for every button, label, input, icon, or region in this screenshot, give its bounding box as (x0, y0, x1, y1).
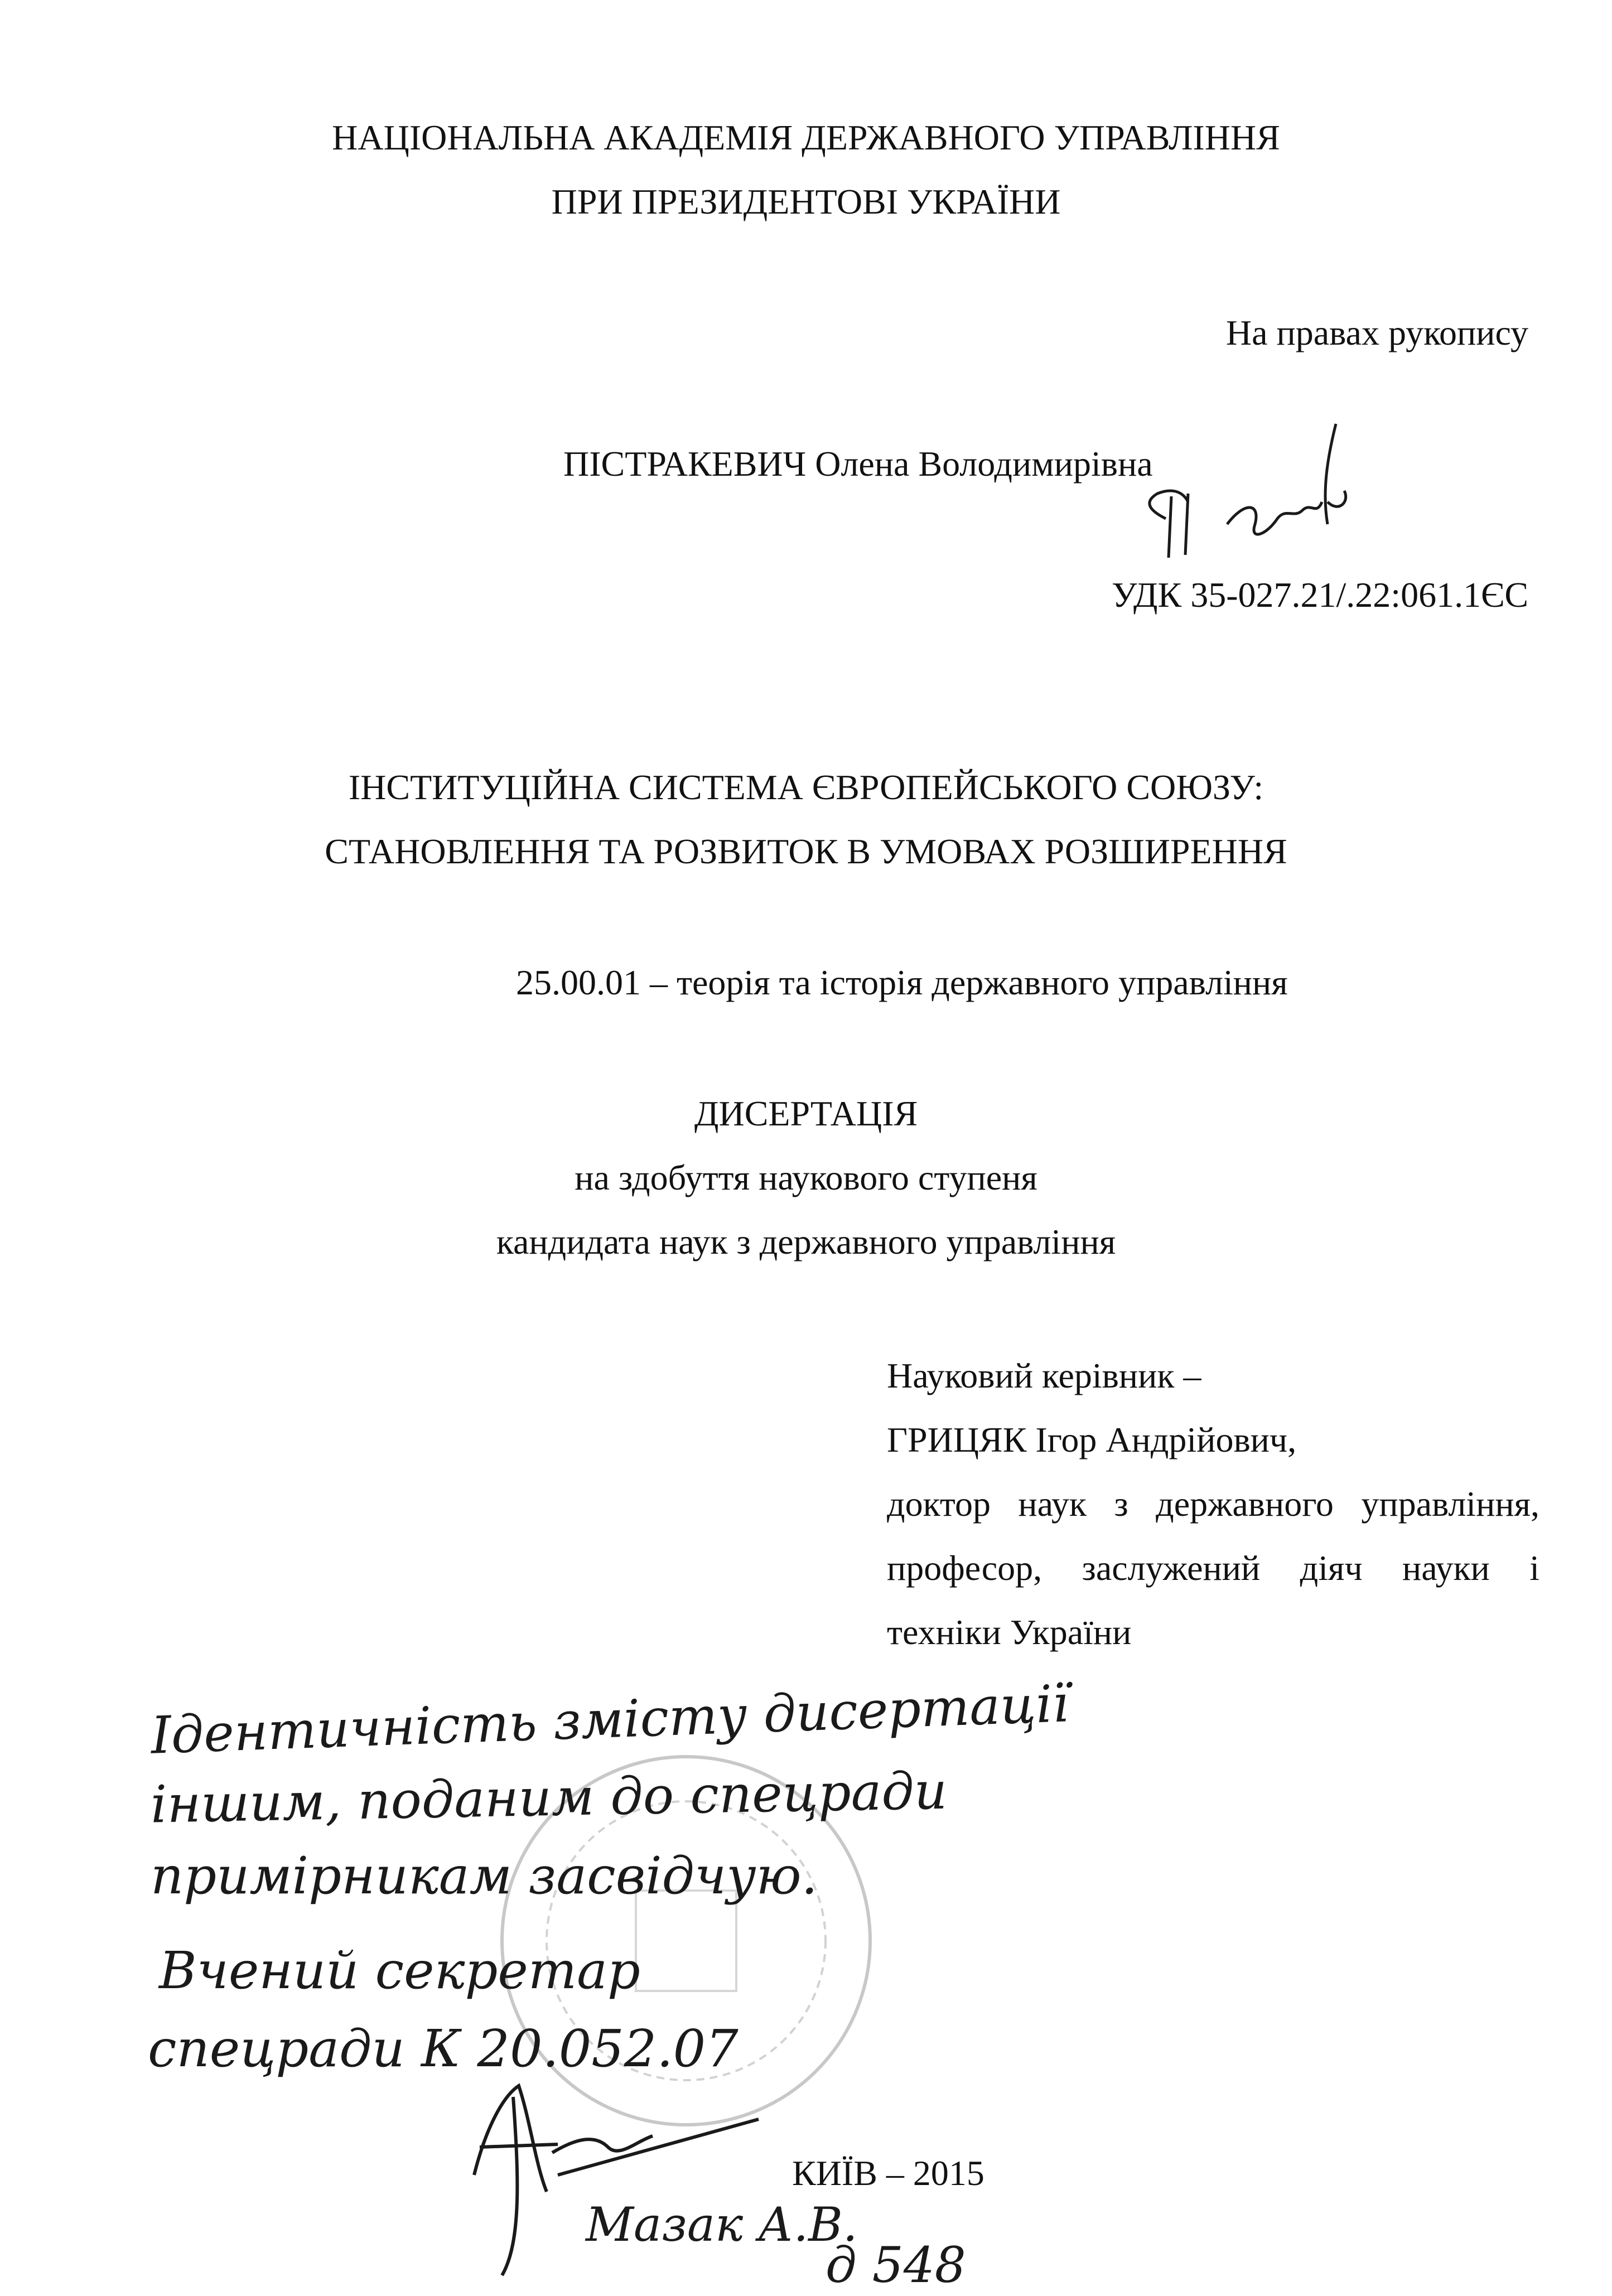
supervisor-name: ГРИЦЯК Ігор Андрійович, (887, 1420, 1297, 1459)
author-name: ПІСТРАКЕВИЧ Олена Володимирівна (563, 444, 1153, 484)
udc-code: УДК 35-027.21/.22:061.1ЄС (1112, 575, 1528, 615)
handwritten-note-line-2: іншим, поданим до спецради (150, 1761, 948, 1835)
handwritten-note-line-3: примірникам засвідчую. (151, 1846, 818, 1906)
supervisor-degree-word: управління, (1361, 1484, 1539, 1524)
degree-name: кандидата наук з державного управління (496, 1222, 1116, 1261)
supervisor-degree-word: державного (1156, 1484, 1334, 1524)
specialty-code: 25.00.01 – теорія та історія державного управління (516, 963, 1288, 1002)
supervisor-title-word: професор, (887, 1548, 1043, 1588)
handwritten-note-line-4: Вчений секретар (159, 1941, 640, 2000)
supervisor-title-word: науки (1402, 1548, 1490, 1588)
supervisor-title-end: техніки України (887, 1612, 1132, 1652)
city-year: КИЇВ – 2015 (792, 2153, 984, 2193)
signer-name: Мазак А.В. (586, 2197, 858, 2252)
supervisor-title-word: заслужений (1082, 1548, 1261, 1588)
supervisor-degree-word: наук (1018, 1484, 1087, 1524)
handwritten-note-line-5: спецради К 20.052.07 (148, 2019, 739, 2079)
handwritten-note-line-1: Ідентичність змісту дисертації (149, 1674, 1070, 1766)
manuscript-note: На правах рукопису (1225, 313, 1528, 352)
supervisor-title-word: діяч (1300, 1548, 1363, 1588)
supervisor-role: Науковий керівник – (887, 1356, 1201, 1395)
dissertation-title-line-2: СТАНОВЛЕННЯ ТА РОЗВИТОК В УМОВАХ РОЗШИРЕННЯ (325, 832, 1287, 871)
document-type: ДИСЕРТАЦІЯ (694, 1094, 918, 1133)
dissertation-title-line-1: ІНСТИТУЦІЙНА СИСТЕМА ЄВРОПЕЙСЬКОГО СОЮЗУ: (348, 767, 1264, 807)
supervisor-degree-word: доктор (887, 1484, 991, 1524)
institution-affiliation: ПРИ ПРЕЗИДЕНТОВІ УКРАЇНИ (551, 182, 1061, 221)
degree-purpose: на здобуття наукового ступеня (575, 1158, 1037, 1197)
archive-number: д 548 (826, 2236, 966, 2294)
supervisor-degree-word: з (1114, 1484, 1128, 1524)
supervisor-title-word: і (1529, 1548, 1539, 1588)
institution-name: НАЦІОНАЛЬНА АКАДЕМІЯ ДЕРЖАВНОГО УПРАВЛІННЯ (332, 118, 1280, 157)
